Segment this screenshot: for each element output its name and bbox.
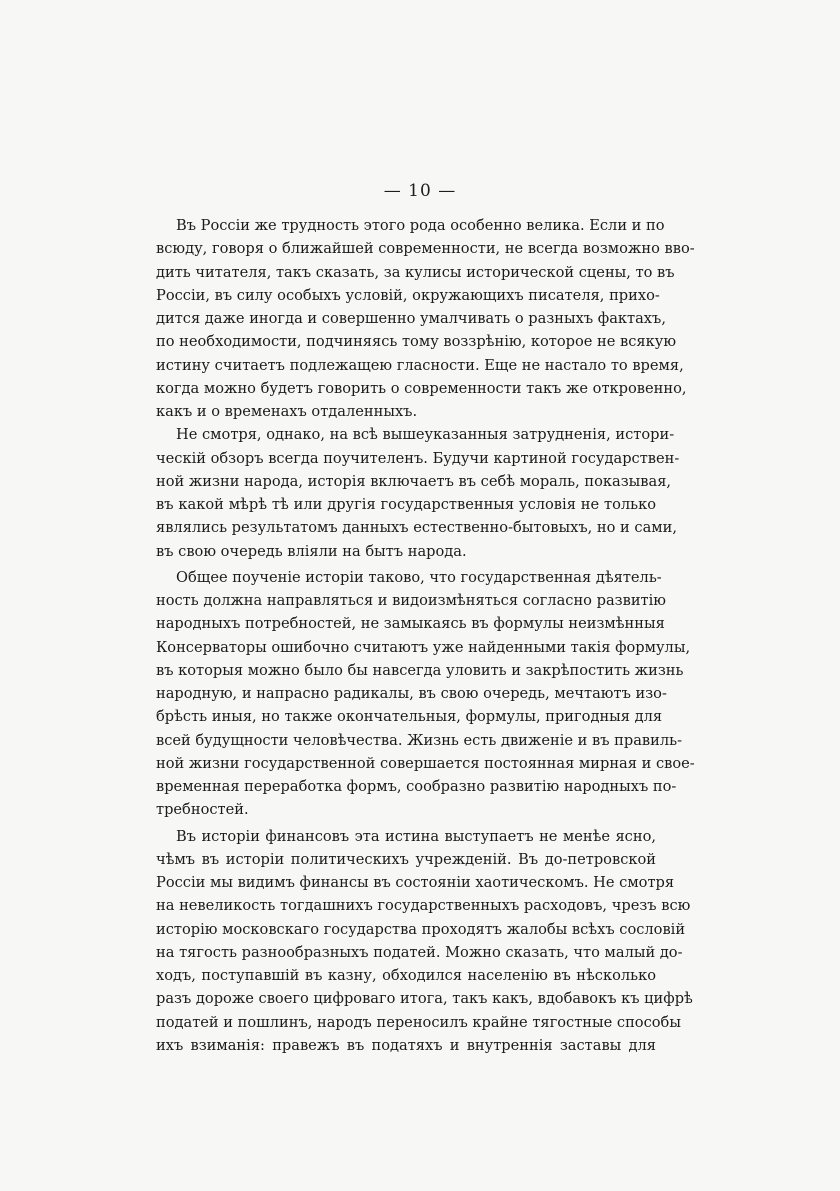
text-line: ходъ, поступавшій въ казну, обходился населенію въ нѣсколько	[156, 967, 656, 984]
text-line: по необходимости, подчиняясь тому воззрѣнію, которое не всякую	[156, 333, 677, 351]
text-line: ихъ взиманія: правежъ въ податяхъ и внутреннія заставы для	[156, 1036, 656, 1054]
text-line: Въ исторіи финансовъ эта истина выступаетъ не менѣе ясно,	[176, 827, 656, 845]
text-line: Консерваторы ошибочно считаютъ уже найденными такія формулы,	[156, 638, 691, 656]
page-number: — 10 —	[383, 181, 457, 201]
text-line: дить читателя, такъ сказать, за кулисы исторической сцены, то въ	[156, 263, 675, 281]
text-line: когда можно будетъ говорить о современности такъ же откровенно,	[156, 379, 687, 397]
text-line: истину считаетъ подлежащею гласности. Еще не настало то время,	[156, 356, 684, 374]
text-line: Россіи, въ силу особыхъ условій, окружающихъ писателя, прихо-	[156, 286, 660, 304]
text-line: исторію московскаго государства проходятъ жалобы всѣхъ сословій	[156, 920, 686, 938]
text-line: какъ и о временахъ отдаленныхъ.	[156, 403, 418, 420]
text-line: въ какой мѣрѣ тѣ или другія государственныя условія не только	[156, 496, 656, 513]
text-line: брѣсть иныя, но также окончательныя, формулы, пригодныя для	[156, 708, 663, 726]
text-line: на невеликость тогдашнихъ государственныхъ расходовъ, чрезъ всю	[156, 897, 691, 915]
text-line: всей будущности человѣчества. Жизнь есть движеніе и въ правиль-	[156, 731, 683, 749]
text-line: въ которыя можно было бы навсегда уловить и закрѣпостить жизнь	[156, 661, 684, 679]
text-line: ность должна направляться и видоизмѣняться согласно развитію	[156, 592, 666, 609]
text-line: требностей.	[156, 801, 249, 819]
text-line: чѣмъ въ исторіи политическихъ учрежденій. Въ до-петровской	[156, 850, 656, 868]
text-line: податей и пошлинъ, народъ переносилъ крайне тягостные способы	[156, 1013, 681, 1031]
text-line: въ свою очередь вліяли на бытъ народа.	[156, 542, 467, 560]
body-text	[156, 214, 695, 1057]
text-line: народныхъ потребностей, не замыкаясь въ формулы неизмѣнныя	[156, 615, 665, 633]
text-line: дится даже иногда и совершенно умалчивать о разныхъ фактахъ,	[156, 310, 666, 327]
text-line: являлись результатомъ данныхъ естественно-бытовыхъ, но и сами,	[156, 519, 677, 537]
text-line: на тягость разнообразныхъ податей. Можно сказать, что малый до-	[156, 943, 683, 961]
text-line: всюду, говоря о ближайшей современности, не всегда возможно вво-	[156, 240, 695, 258]
text-line: ной жизни государственной совершается постоянная мирная и свое-	[156, 754, 695, 772]
text-line: Не смотря, однако, на всѣ вышеуказанныя затрудненія, истори-	[176, 426, 675, 444]
text-line: Россіи мы видимъ финансы въ состояніи хаотическомъ. Не смотря	[156, 874, 675, 891]
text-line: разъ дороже своего цифроваго итога, такъ какъ, вдобавокъ къ цифрѣ	[156, 990, 693, 1008]
text-line: ческій обзоръ всегда поучителенъ. Будучи картиной государствен-	[156, 449, 680, 467]
text-line: ной жизни народа, исторія включаетъ въ себѣ мораль, показывая,	[156, 472, 672, 490]
text-line: временная переработка формъ, сообразно развитію народныхъ по-	[156, 778, 677, 795]
text-line: Общее поученіе исторіи таково, что государственная дѣятель-	[176, 568, 662, 586]
text-line: Въ Россіи же трудность этого рода особенно велика. Если и по	[176, 217, 665, 234]
text-line: народную, и напрасно радикалы, въ свою очередь, мечтаютъ изо-	[156, 685, 667, 702]
